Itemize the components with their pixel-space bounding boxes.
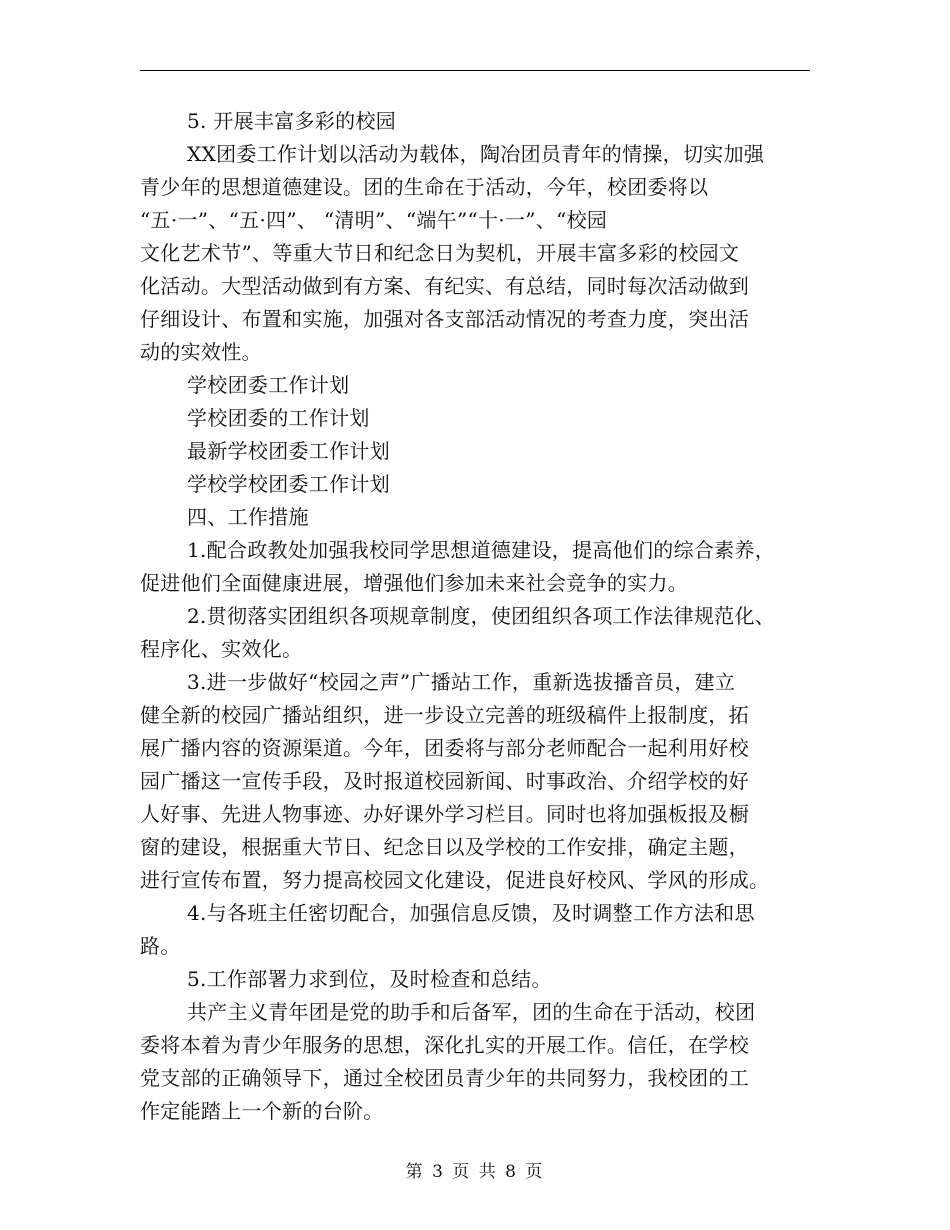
document-body bbox=[140, 105, 812, 1128]
text-line: 5.工作部署力求到位，及时检查和总结。 bbox=[187, 967, 552, 991]
text-line: 窗的建设，根据重大节日、纪念日以及学校的工作安排，确定主题， bbox=[140, 835, 749, 859]
text-line: 学校团委的工作计划 bbox=[187, 406, 370, 430]
text-line: 2.贯彻落实团组织各项规章制度，使团组织各项工作法律规范化、 bbox=[187, 604, 776, 628]
text-line: 程序化、实效化。 bbox=[140, 637, 303, 661]
text-line: 动的实效性。 bbox=[140, 340, 262, 364]
text-line: 学校学校团委工作计划 bbox=[187, 472, 390, 496]
text-line: 青少年的思想道德建设。团的生命在于活动，今年，校团委将以 bbox=[140, 175, 709, 199]
text-line: 作定能踏上一个新的台阶。 bbox=[140, 1099, 384, 1123]
text-line: 3.进一步做好“校园之声”广播站工作，重新选拔播音员，建立 bbox=[187, 670, 736, 694]
text-line: 健全新的校园广播站组织，进一步设立完善的班级稿件上报制度，拓 bbox=[140, 703, 749, 727]
text-line: 学校团委工作计划 bbox=[187, 373, 350, 397]
page-footer: 第 3 页 共 8 页 bbox=[405, 1162, 545, 1182]
text-line: 共产主义青年团是党的助手和后备军，团的生命在于活动，校团 bbox=[187, 1000, 756, 1024]
text-line: 仔细设计、布置和实施，加强对各支部活动情况的考查力度，突出活 bbox=[140, 307, 749, 331]
text-line: 化活动。大型活动做到有方案、有纪实、有总结，同时每次活动做到 bbox=[140, 274, 749, 298]
text-line: XX团委工作计划以活动为载体，陶冶团员青年的情操，切实加强 bbox=[187, 142, 765, 166]
text-line: 委将本着为青少年服务的思想，深化扎实的开展工作。信任，在学校 bbox=[140, 1033, 749, 1057]
text-line: 进行宣传布置，努力提高校园文化建设，促进良好校风、学风的形成。 bbox=[140, 868, 770, 892]
text-line: 四、工作措施 bbox=[187, 505, 309, 529]
text-line: 展广播内容的资源渠道。今年，团委将与部分老师配合一起利用好校 bbox=[140, 736, 749, 760]
text-line: 文化艺术节”、等重大节日和纪念日为契机，开展丰富多彩的校园文 bbox=[140, 241, 740, 265]
text-line: 1.配合政教处加强我校同学思想道德建设，提高他们的综合素养， bbox=[187, 538, 776, 562]
text-line: 园广播这一宣传手段，及时报道校园新闻、时事政治、介绍学校的好 bbox=[140, 769, 749, 793]
text-line: 5. 开展丰富多彩的校园 bbox=[187, 109, 397, 133]
text-line: 人好事、先进人物事迹、办好课外学习栏目。同时也将加强板报及橱 bbox=[140, 802, 749, 826]
text-line: 4.与各班主任密切配合，加强信息反馈，及时调整工作方法和思 bbox=[187, 901, 755, 925]
header-rule bbox=[140, 70, 810, 71]
text-line: 路。 bbox=[140, 934, 181, 958]
text-line: 促进他们全面健康进展，增强他们参加未来社会竞争的实力。 bbox=[140, 571, 689, 595]
text-line: 最新学校团委工作计划 bbox=[187, 439, 390, 463]
text-line: 党支部的正确领导下，通过全校团员青少年的共同努力，我校团的工 bbox=[140, 1066, 749, 1090]
text-line: “五·一”、“五·四”、 “清明”、“端午”“十·一”、“校园 bbox=[140, 208, 608, 232]
